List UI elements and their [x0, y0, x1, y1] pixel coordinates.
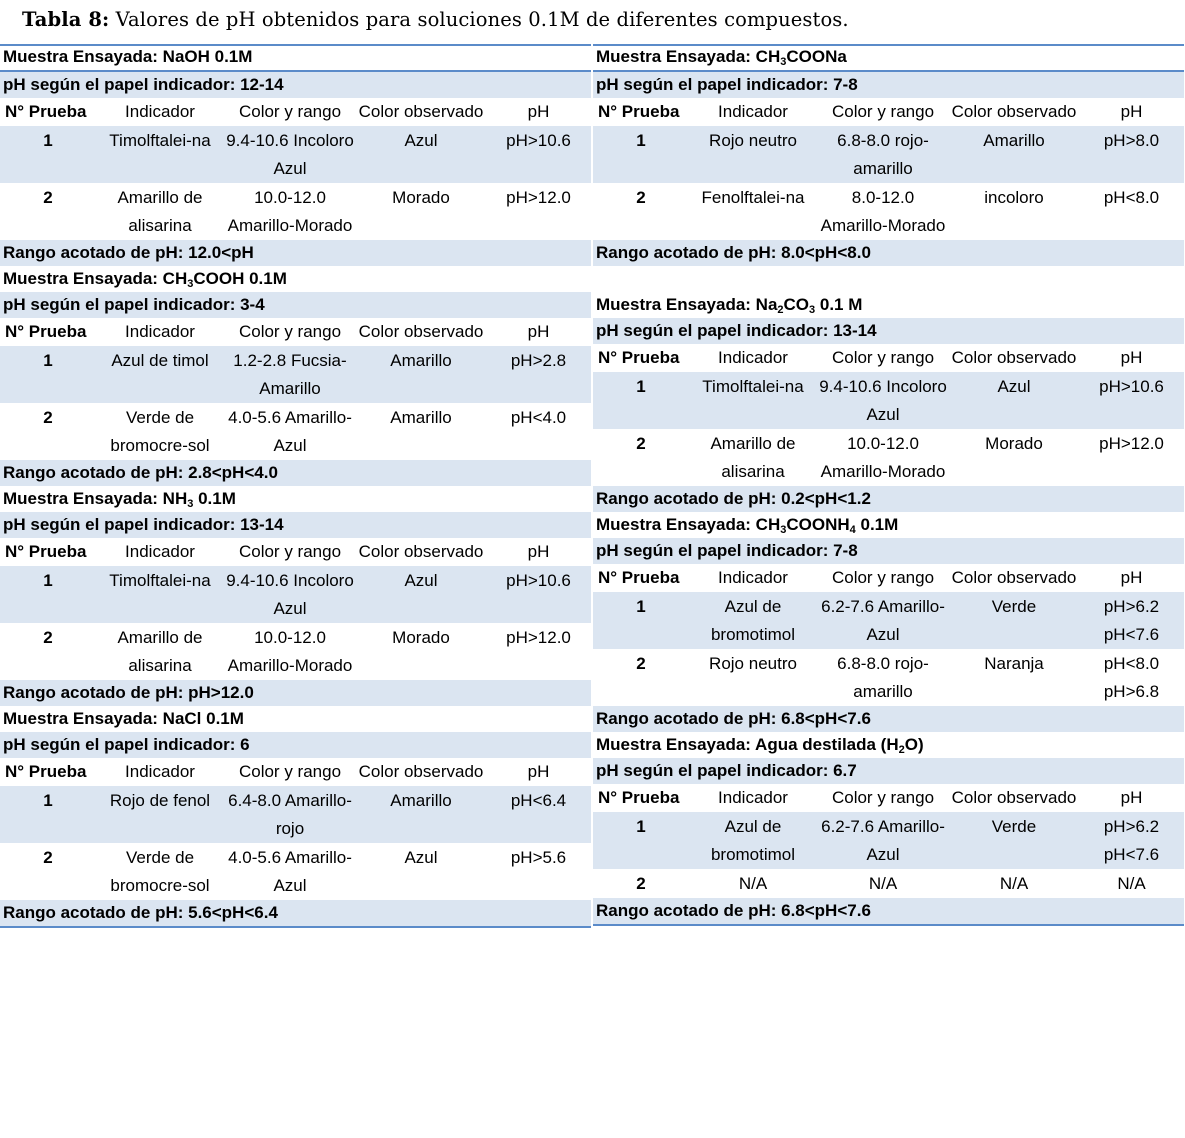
cell-observado: Naranja — [984, 654, 1044, 673]
cell-n: 2 — [636, 654, 646, 673]
table-row — [593, 649, 1184, 706]
cell-n: 1 — [43, 351, 53, 370]
cell-indicador: Timolftalei-na — [702, 377, 804, 396]
cell-n: 1 — [636, 131, 646, 150]
table-row — [0, 403, 591, 460]
sample-title-mid: COONH — [786, 515, 850, 534]
table-row — [593, 592, 1184, 649]
header-color-observado: Color observado — [358, 102, 484, 121]
bounded-range: Rango acotado de pH: 5.6<pH<6.4 — [0, 900, 591, 926]
table-row — [593, 372, 1184, 429]
cell-n: 2 — [43, 408, 53, 427]
cell-n: 2 — [636, 874, 646, 893]
cell-rango: 9.4-10.6 Incoloro Azul — [226, 571, 354, 618]
sample-title — [0, 266, 591, 292]
sample-title — [593, 512, 1184, 538]
cell-indicador: Azul de bromotimol — [710, 597, 796, 644]
table-row — [593, 869, 1184, 898]
cell-ph: pH<8.0 pH>6.8 — [1103, 654, 1160, 701]
paper-ph: pH según el papel indicador: 6.7 — [593, 758, 1184, 784]
cell-n: 2 — [43, 848, 53, 867]
cell-indicador: Amarillo de alisarina — [117, 628, 203, 675]
sample-title — [593, 292, 1184, 318]
cell-rango: 4.0-5.6 Amarillo-Azul — [228, 408, 352, 455]
paper-ph: pH según el papel indicador: 6 — [0, 732, 591, 758]
header-color-rango: Color y rango — [831, 568, 935, 587]
table-row — [0, 623, 591, 680]
cell-indicador: Rojo de fenol — [109, 791, 211, 810]
sample-section — [0, 706, 591, 926]
cell-ph: pH<8.0 — [1103, 188, 1160, 207]
table-row — [593, 812, 1184, 869]
cell-indicador: Timolftalei-na — [109, 131, 211, 150]
cell-ph: pH>6.2 pH<7.6 — [1103, 597, 1160, 644]
header-ph: pH — [527, 762, 550, 781]
cell-indicador: Azul de timol — [111, 351, 209, 370]
cell-observado: Verde — [991, 817, 1037, 836]
header-indicador: Indicador — [718, 102, 788, 121]
header-prueba: N° Prueba — [598, 568, 680, 587]
header-ph: pH — [1120, 788, 1143, 807]
table-header-row — [0, 538, 591, 566]
cell-n: 1 — [636, 377, 646, 396]
sample-section — [593, 44, 1184, 266]
cell-observado: Amarillo — [390, 791, 452, 810]
sample-title-pre: Muestra Ensayada: CH — [596, 515, 781, 534]
cell-observado: Azul — [404, 848, 438, 867]
sample-title — [0, 706, 591, 732]
cell-n: 1 — [43, 131, 53, 150]
cell-n: 2 — [43, 628, 53, 647]
sample-title-text: Muestra Ensayada: NaOH 0.1M — [3, 47, 253, 66]
cell-rango: 10.0-12.0 Amarillo-Morado — [227, 628, 353, 675]
cell-indicador: Azul de bromotimol — [710, 817, 796, 864]
table-header-row — [0, 98, 591, 126]
sample-title-post: 0.1 M — [815, 295, 863, 314]
cell-n: 2 — [636, 188, 646, 207]
header-prueba: N° Prueba — [5, 762, 87, 781]
spacer — [593, 266, 1184, 292]
paper-ph: pH según el papel indicador: 7-8 — [593, 538, 1184, 564]
table-header-row — [0, 758, 591, 786]
sample-title-post: 0.1M — [193, 489, 236, 508]
table-header-row — [593, 784, 1184, 812]
paper-ph: pH según el papel indicador: 13-14 — [0, 512, 591, 538]
sample-section — [593, 732, 1184, 924]
header-color-rango: Color y rango — [831, 102, 935, 121]
header-indicador: Indicador — [718, 788, 788, 807]
sample-title — [0, 486, 591, 512]
bounded-range: Rango acotado de pH: 6.8<pH<7.6 — [593, 898, 1184, 924]
cell-observado: Morado — [392, 628, 450, 647]
header-color-observado: Color observado — [951, 348, 1077, 367]
header-color-observado: Color observado — [951, 102, 1077, 121]
header-ph: pH — [1120, 102, 1143, 121]
cell-observado: Amarillo — [390, 408, 452, 427]
bounded-range: Rango acotado de pH: 6.8<pH<7.6 — [593, 706, 1184, 732]
header-color-rango: Color y rango — [238, 322, 342, 341]
cell-observado: Azul — [404, 571, 438, 590]
sample-title-post: COOH 0.1M — [193, 269, 287, 288]
cell-observado: incoloro — [984, 188, 1044, 207]
cell-ph: pH>6.2 pH<7.6 — [1103, 817, 1160, 864]
cell-ph: pH>10.6 — [506, 571, 571, 590]
cell-rango: 9.4-10.6 Incoloro Azul — [819, 377, 947, 424]
cell-observado: Amarillo — [983, 131, 1045, 150]
header-ph: pH — [1120, 348, 1143, 367]
cell-rango: 10.0-12.0 Amarillo-Morado — [227, 188, 353, 235]
cell-rango: 6.8-8.0 rojo-amarillo — [837, 654, 929, 701]
table-row — [593, 429, 1184, 486]
header-indicador: Indicador — [125, 322, 195, 341]
sample-title-post: COONa — [786, 47, 847, 66]
header-indicador: Indicador — [718, 568, 788, 587]
table-header-row — [593, 344, 1184, 372]
table-row — [0, 346, 591, 403]
cell-ph: pH<4.0 — [510, 408, 567, 427]
header-color-rango: Color y rango — [238, 102, 342, 121]
cell-indicador: Amarillo de alisarina — [710, 434, 796, 481]
sample-section — [0, 486, 591, 706]
table-row — [593, 183, 1184, 240]
right-column — [593, 44, 1184, 926]
cell-indicador: Fenolftalei-na — [701, 188, 805, 207]
cell-indicador: N/A — [738, 874, 768, 893]
paper-ph: pH según el papel indicador: 13-14 — [593, 318, 1184, 344]
sample-title-sub: 3 — [780, 524, 787, 536]
table-header-row — [0, 318, 591, 346]
table-row — [593, 126, 1184, 183]
caption-label: Tabla 8: — [22, 8, 110, 31]
header-ph: pH — [527, 322, 550, 341]
header-prueba: N° Prueba — [5, 102, 87, 121]
cell-rango: 6.4-8.0 Amarillo-rojo — [228, 791, 352, 838]
cell-rango: 9.4-10.6 Incoloro Azul — [226, 131, 354, 178]
sample-title-sub: 3 — [187, 498, 194, 510]
bounded-range: Rango acotado de pH: 2.8<pH<4.0 — [0, 460, 591, 486]
header-color-rango: Color y rango — [831, 788, 935, 807]
bounded-range: Rango acotado de pH: 0.2<pH<1.2 — [593, 486, 1184, 512]
cell-ph: pH>10.6 — [506, 131, 571, 150]
cell-n: 2 — [43, 188, 53, 207]
header-indicador: Indicador — [125, 102, 195, 121]
cell-rango: N/A — [868, 874, 898, 893]
sample-title-pre: Muestra Ensayada: CH — [596, 47, 781, 66]
paper-ph: pH según el papel indicador: 7-8 — [593, 72, 1184, 98]
header-prueba: N° Prueba — [598, 102, 680, 121]
cell-rango: 4.0-5.6 Amarillo-Azul — [228, 848, 352, 895]
table-caption — [22, 8, 849, 31]
cell-rango: 6.2-7.6 Amarillo-Azul — [821, 817, 945, 864]
sample-title-sub: 3 — [187, 278, 194, 290]
cell-ph: N/A — [1117, 874, 1146, 893]
sample-title-pre: Muestra Ensayada: Agua destilada (H — [596, 735, 899, 754]
cell-ph: pH>12.0 — [506, 188, 571, 207]
sample-section — [593, 292, 1184, 512]
cell-indicador: Verde de bromocre-sol — [110, 848, 210, 895]
cell-indicador: Rojo neutro — [709, 654, 797, 673]
cell-observado: Azul — [997, 377, 1031, 396]
header-indicador: Indicador — [125, 542, 195, 561]
sample-section — [0, 266, 591, 486]
sample-title-post: O) — [904, 735, 924, 754]
header-color-observado: Color observado — [358, 322, 484, 341]
header-ph: pH — [1120, 568, 1143, 587]
sample-title-sub2: 3 — [809, 304, 816, 316]
cell-ph: pH>8.0 — [1103, 131, 1160, 150]
cell-indicador: Verde de bromocre-sol — [110, 408, 210, 455]
table-row — [0, 126, 591, 183]
cell-n: 1 — [43, 571, 53, 590]
cell-rango: 10.0-12.0 Amarillo-Morado — [820, 434, 946, 481]
cell-n: 1 — [636, 597, 646, 616]
header-prueba: N° Prueba — [5, 542, 87, 561]
sample-section — [593, 512, 1184, 732]
table-row — [0, 566, 591, 623]
header-color-rango: Color y rango — [831, 348, 935, 367]
sample-section — [0, 44, 591, 266]
caption-text: Valores de pH obtenidos para soluciones 0.1M de diferentes compuestos. — [109, 8, 849, 31]
header-color-observado: Color observado — [951, 568, 1077, 587]
header-prueba: N° Prueba — [5, 322, 87, 341]
sample-title-post: 0.1M — [855, 515, 899, 534]
sample-title-sub: 3 — [780, 56, 787, 68]
bounded-range: Rango acotado de pH: pH>12.0 — [0, 680, 591, 706]
cell-observado: Morado — [985, 434, 1043, 453]
sample-title — [0, 44, 591, 72]
table-header-row — [593, 98, 1184, 126]
cell-n: 1 — [636, 817, 646, 836]
cell-n: 2 — [636, 434, 646, 453]
bounded-range: Rango acotado de pH: 8.0<pH<8.0 — [593, 240, 1184, 266]
sample-title-pre: Muestra Ensayada: Na — [596, 295, 778, 314]
cell-indicador: Amarillo de alisarina — [117, 188, 203, 235]
sample-title-text: Muestra Ensayada: NaCl 0.1M — [3, 709, 244, 728]
header-color-observado: Color observado — [951, 788, 1077, 807]
cell-observado: Azul — [404, 131, 438, 150]
header-color-observado: Color observado — [358, 762, 484, 781]
sample-title-sub: 2 — [898, 744, 905, 756]
header-color-rango: Color y rango — [238, 762, 342, 781]
cell-rango: 6.2-7.6 Amarillo-Azul — [821, 597, 945, 644]
header-indicador: Indicador — [718, 348, 788, 367]
cell-ph: pH>2.8 — [510, 351, 567, 370]
sample-title-pre: Muestra Ensayada: CH — [3, 269, 188, 288]
sample-title-sub: 2 — [777, 304, 784, 316]
cell-observado: Verde — [991, 597, 1037, 616]
header-prueba: N° Prueba — [598, 788, 680, 807]
header-color-rango: Color y rango — [238, 542, 342, 561]
sample-title-pre: Muestra Ensayada: NH — [3, 489, 188, 508]
left-column — [0, 44, 591, 928]
cell-ph: pH>5.6 — [510, 848, 567, 867]
sample-title — [593, 44, 1184, 72]
sample-title-sub2: 4 — [849, 524, 856, 536]
cell-observado: N/A — [999, 874, 1029, 893]
table-row — [0, 786, 591, 843]
cell-rango: 8.0-12.0 Amarillo-Morado — [820, 188, 946, 235]
cell-ph: pH>10.6 — [1099, 377, 1164, 396]
table-row — [0, 183, 591, 240]
cell-ph: pH>12.0 — [1099, 434, 1164, 453]
cell-rango: 1.2-2.8 Fucsia-Amarillo — [233, 351, 347, 398]
header-ph: pH — [527, 542, 550, 561]
paper-ph: pH según el papel indicador: 12-14 — [0, 72, 591, 98]
header-color-observado: Color observado — [358, 542, 484, 561]
sample-title — [593, 732, 1184, 758]
cell-n: 1 — [43, 791, 53, 810]
paper-ph: pH según el papel indicador: 3-4 — [0, 292, 591, 318]
header-indicador: Indicador — [125, 762, 195, 781]
table-header-row — [593, 564, 1184, 592]
table-row — [0, 843, 591, 900]
cell-indicador: Rojo neutro — [709, 131, 797, 150]
cell-ph: pH>12.0 — [506, 628, 571, 647]
bounded-range: Rango acotado de pH: 12.0<pH — [0, 240, 591, 266]
header-ph: pH — [527, 102, 550, 121]
cell-observado: Amarillo — [390, 351, 452, 370]
cell-indicador: Timolftalei-na — [109, 571, 211, 590]
cell-observado: Morado — [392, 188, 450, 207]
header-prueba: N° Prueba — [598, 348, 680, 367]
sample-title-mid: CO — [783, 295, 810, 314]
cell-rango: 6.8-8.0 rojo-amarillo — [837, 131, 929, 178]
cell-ph: pH<6.4 — [510, 791, 567, 810]
